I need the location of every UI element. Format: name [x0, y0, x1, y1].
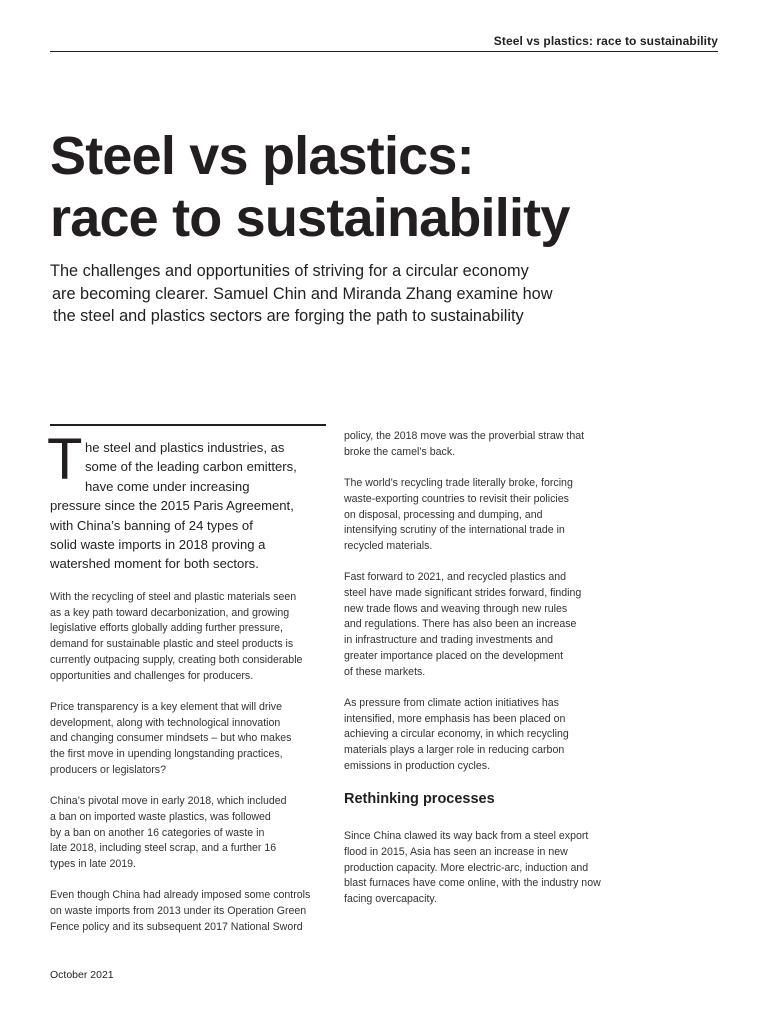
- running-header: Steel vs plastics: race to sustainability: [493, 34, 718, 48]
- lead-line: he steel and plastics industries, as: [85, 440, 285, 455]
- body-line: demand for sustainable plastic and steel products is: [50, 638, 294, 651]
- title-line: race to sustainability: [50, 188, 570, 248]
- lead-paragraph: [47, 427, 335, 574]
- body-paragraph: [344, 476, 634, 555]
- header-rule: [50, 51, 718, 52]
- body-paragraph: [50, 888, 335, 935]
- body-line: Price transparency is a key element that will drive: [50, 700, 282, 713]
- body-line: emissions in production cycles.: [344, 759, 491, 772]
- body-line: waste-exporting countries to revisit their policies: [344, 492, 569, 505]
- body-line: and regulations. There has also been an increase: [344, 618, 577, 631]
- standfirst-line: are becoming clearer. Samuel Chin and Miranda Zhang examine how: [52, 284, 553, 303]
- body-line: China’s pivotal move in early 2018, which included: [50, 795, 287, 808]
- body-line: blast furnaces have come online, with the industry now: [344, 877, 601, 890]
- lead-line: some of the leading carbon emitters,: [85, 459, 297, 475]
- body-line: in infrastructure and trading investments and: [344, 634, 554, 647]
- body-line: facing overcapacity.: [344, 892, 437, 905]
- body-line: new trade flows and weaving through new rules: [344, 602, 568, 615]
- body-line: late 2018, including steel scrap, and a further 16: [50, 842, 277, 855]
- body-line: opportunities and challenges for producers.: [50, 669, 254, 682]
- body-line: steel have made significant strides forward, finding: [344, 587, 582, 599]
- body-paragraph: [50, 794, 335, 873]
- drop-cap: T: [47, 427, 83, 492]
- body-line: development, along with technological innovation: [50, 716, 281, 729]
- body-line: of these markets.: [344, 665, 426, 678]
- body-line: With the recycling of steel and plastic materials seen: [50, 591, 297, 603]
- standfirst-line: the steel and plastics sectors are forging the path to sustainability: [53, 307, 524, 325]
- body-paragraph: [50, 700, 335, 779]
- body-line: types in late 2019.: [50, 857, 136, 870]
- body-line: and changing consumer mindsets – but who makes: [50, 732, 292, 745]
- lead-line: watershed moment for both sectors.: [50, 556, 259, 572]
- lead-line: solid waste imports in 2018 proving a: [50, 537, 266, 553]
- lead-line: pressure since the 2015 Paris Agreement,: [50, 498, 294, 514]
- body-line: as a key path toward decarbonization, and growing: [50, 606, 290, 619]
- section-subheading: Rethinking processes: [344, 791, 495, 808]
- body-line: the first move in upending longstanding practices,: [50, 748, 283, 761]
- body-line: broke the camel’s back.: [344, 445, 456, 458]
- body-line: intensifying scrutiny of the international trade in: [344, 524, 565, 537]
- body-line: Fence policy and its subsequent 2017 National Sword: [50, 920, 303, 933]
- body-paragraph: [344, 570, 634, 680]
- body-line: The world’s recycling trade literally broke, forcing: [344, 477, 573, 490]
- body-line: Fast forward to 2021, and recycled plastics and: [344, 571, 566, 584]
- body-line: Since China clawed its way back from a steel export: [344, 830, 589, 843]
- issue-date: October 2021: [50, 969, 114, 981]
- body-line: by a ban on another 16 categories of waste in: [50, 826, 265, 839]
- body-paragraph: [344, 829, 634, 908]
- body-line: Even though China had already imposed some controls: [50, 889, 311, 902]
- body-line: on waste imports from 2013 under its Operation Green: [50, 905, 307, 918]
- lead-line: with China’s banning of 24 types of: [50, 517, 253, 533]
- body-line: achieving a circular economy, in which recycling: [344, 728, 569, 741]
- body-line: legislative efforts globally adding further pressure,: [50, 622, 283, 635]
- lead-line: have come under increasing: [85, 478, 250, 494]
- standfirst: [50, 260, 650, 328]
- body-line: materials plays a larger role in reducing carbon: [344, 744, 565, 757]
- body-line: recycled materials.: [344, 539, 433, 552]
- left-column: [50, 590, 335, 951]
- body-line: a ban on imported waste plastics, was followed: [50, 810, 271, 823]
- body-line: intensified, more emphasis has been placed on: [344, 712, 566, 725]
- title-line: Steel vs plastics:: [50, 126, 474, 186]
- body-line: flood in 2015, Asia has seen an increase in new: [344, 845, 568, 858]
- body-line: production capacity. More electric-arc, induction and: [344, 861, 589, 874]
- body-line: greater importance placed on the development: [344, 649, 564, 662]
- standfirst-line: The challenges and opportunities of striving for a circular economy: [50, 262, 529, 280]
- column-rule: [50, 424, 326, 426]
- body-line: policy, the 2018 move was the proverbial straw that: [344, 430, 585, 442]
- body-paragraph: [50, 590, 335, 684]
- body-paragraph: [344, 696, 634, 775]
- body-line: on disposal, processing and dumping, and: [344, 508, 543, 521]
- body-line: As pressure from climate action initiatives has: [344, 696, 559, 709]
- body-line: currently outpacing supply, creating both considerable: [50, 653, 303, 666]
- right-column: [344, 429, 634, 923]
- body-paragraph: [344, 429, 634, 460]
- body-line: producers or legislators?: [50, 763, 166, 776]
- article-title: [50, 125, 730, 249]
